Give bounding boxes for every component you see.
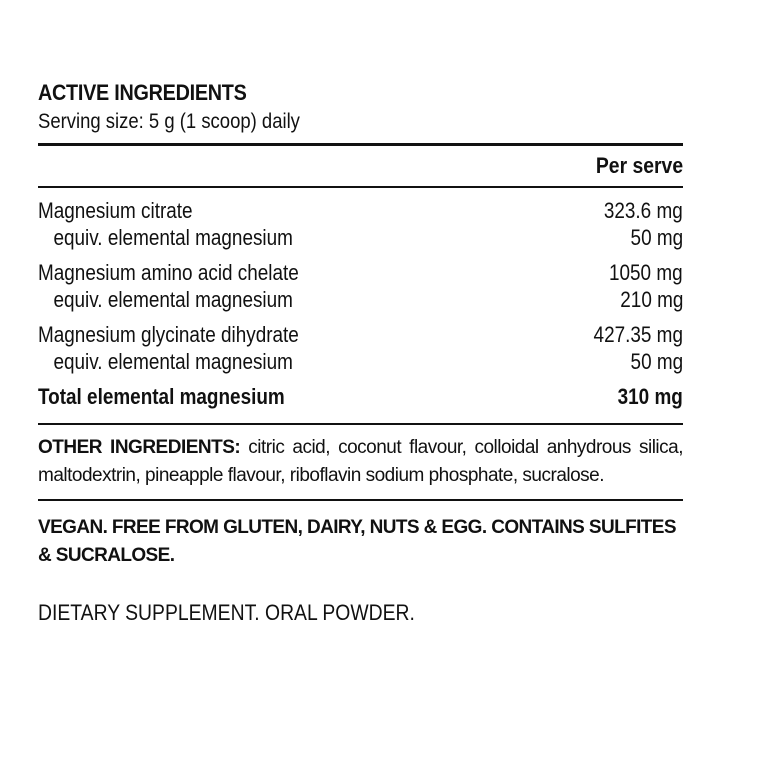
allergen-statement: VEGAN. FREE FROM GLUTEN, DAIRY, NUTS & EGG. CONTAINS SULFITES & SUCRALOSE.	[38, 517, 676, 566]
ingredient-name: equiv. elemental magnesium	[53, 349, 293, 374]
ingredient-name: Magnesium amino acid chelate	[38, 260, 299, 285]
dietary-statement: DIETARY SUPPLEMENT. ORAL POWDER.	[38, 600, 415, 625]
total-row	[38, 384, 683, 411]
ingredients-table	[38, 188, 683, 423]
total-amount: 310 mg	[617, 384, 683, 409]
other-ingredients-label: OTHER INGREDIENTS:	[38, 437, 241, 458]
supplement-label-panel	[38, 78, 683, 628]
ingredient-subrow	[38, 287, 683, 314]
ingredient-row	[38, 260, 683, 287]
ingredient-amount: 50 mg	[630, 349, 683, 374]
ingredient-amount: 427.35 mg	[593, 322, 683, 347]
other-ingredients	[38, 425, 683, 499]
ingredient-subrow	[38, 225, 683, 252]
ingredient-row	[38, 322, 683, 349]
ingredient-amount: 1050 mg	[609, 260, 683, 285]
ingredient-amount: 50 mg	[630, 225, 683, 250]
ingredient-subrow	[38, 349, 683, 376]
per-serve-header: Per serve	[595, 153, 683, 178]
ingredient-row	[38, 198, 683, 225]
other-ingredients-text: citric acid, coconut flavour, colloidal anhydrous silica, maltodextrin, pineapple flavour, riboflavin sodium phosphate, sucralose.	[38, 437, 683, 486]
ingredient-amount: 210 mg	[619, 287, 683, 312]
ingredient-name: equiv. elemental magnesium	[53, 225, 293, 250]
active-ingredients-heading: ACTIVE INGREDIENTS	[38, 80, 247, 105]
total-name: Total elemental magnesium	[38, 384, 285, 409]
column-header-row	[38, 146, 683, 186]
ingredient-amount: 323.6 mg	[604, 198, 683, 223]
serving-size-text: Serving size: 5 g (1 scoop) daily	[38, 110, 300, 133]
ingredient-name: Magnesium citrate	[38, 198, 193, 223]
ingredient-name: equiv. elemental magnesium	[53, 287, 293, 312]
ingredient-name: Magnesium glycinate dihydrate	[38, 322, 299, 347]
